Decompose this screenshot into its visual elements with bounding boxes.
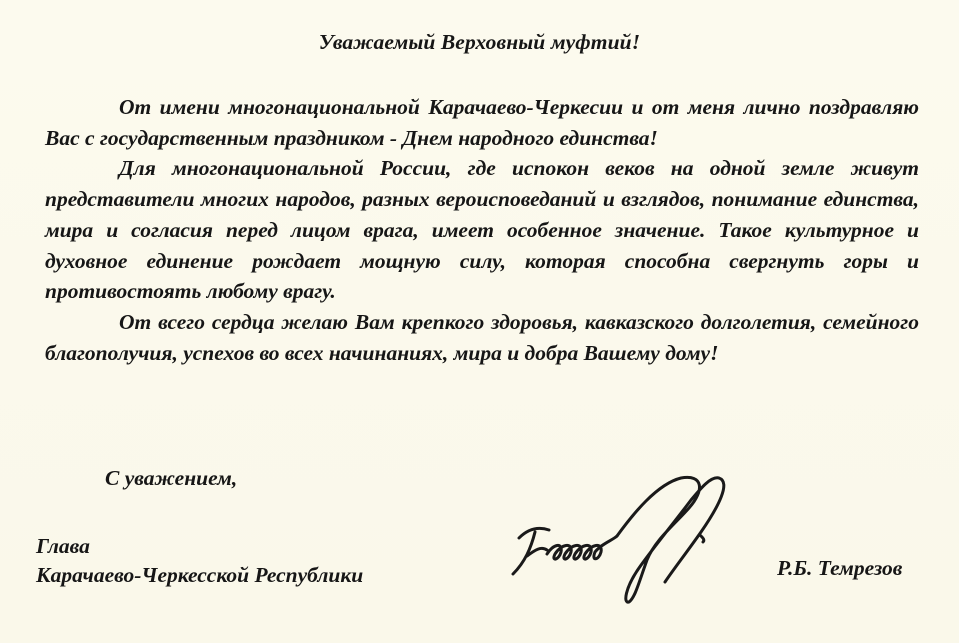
letter-body [45,92,919,368]
handwritten-signature [505,470,755,620]
signer-title-line1: Глава [36,534,90,558]
signer-name: Р.Б. Темрезов [777,556,903,580]
closing-phrase: С уважением, [105,466,238,490]
paragraph-wishes: От всего сердца желаю Вам крепкого здоровья, кавказского долголетия, семейного благополучия, успехов во всех начинаниях, мира и добра Вашему дому! [45,309,919,365]
signer-title [36,532,363,590]
paragraph-unity: Для многонациональной России, где испокон веков на одной земле живут представители многих народов, разных вероисповеданий и взглядов, понимание единства, мира и согласия перед лицом врага, имеет особенное значение. Такое культурное и духовное единение рождает мощную силу, которая способна свергнуть горы и противостоять любому врагу. [45,156,919,304]
paragraph-congratulation: От имени многонациональной Карачаево-Черкесии и от меня лично поздравляю Вас с государственным праздником - Днем народного единства! [45,95,919,150]
greeting: Уважаемый Верховный муфтий! [318,30,641,54]
signer-title-line2: Карачаево-Черкесской Республики [36,563,364,587]
